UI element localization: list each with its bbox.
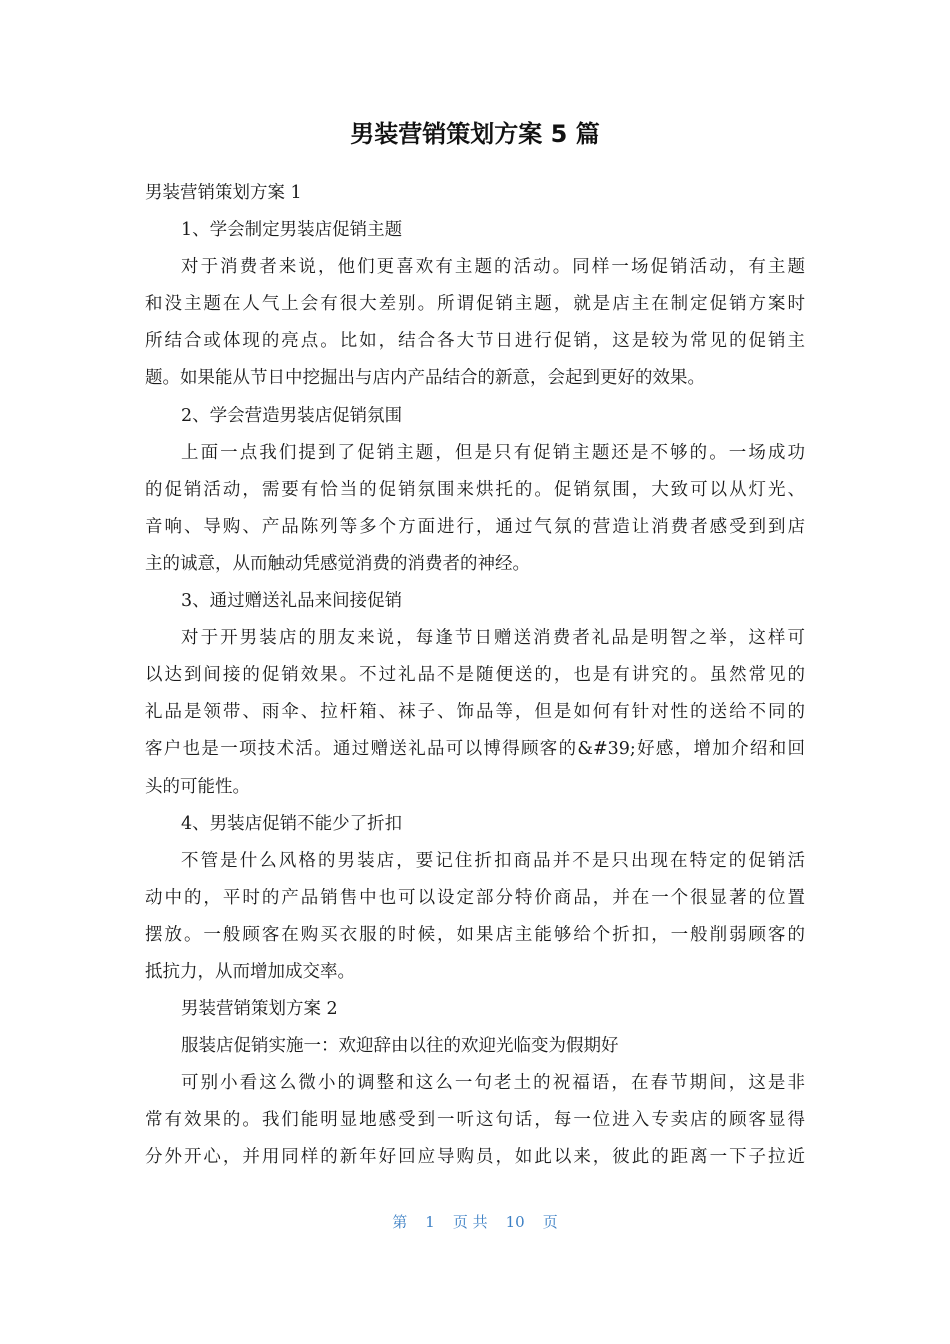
footer-middle: 页 共 <box>452 1213 488 1231</box>
document-title: 男装营销策划方案 5 篇 <box>350 120 600 148</box>
paragraph-line: 和没主题在人气上会有很大差别。所谓促销主题，就是店主在制定促销方案时 <box>145 294 805 315</box>
footer-total-pages: 10 <box>505 1213 525 1231</box>
paragraph-line: 题。如果能从节日中挖掘出与店内产品结合的新意，会起到更好的效果。 <box>145 368 705 389</box>
paragraph-line: 的促销活动，需要有恰当的促销氛围来烘托的。促销氛围，大致可以从灯光、 <box>145 479 805 500</box>
section-heading: 3、通过赠送礼品来间接促销 <box>181 591 403 612</box>
section-heading: 男装营销策划方案 1 <box>145 183 302 203</box>
footer-prefix: 第 <box>392 1213 408 1231</box>
paragraph-line: 分外开心，并用同样的新年好回应导购员，如此以来，彼此的距离一下子拉近 <box>145 1147 805 1168</box>
paragraph-line: 以达到间接的促销效果。不过礼品不是随便送的，也是有讲究的。虽然常见的 <box>145 665 805 686</box>
paragraph-line: 抵抗力，从而增加成交率。 <box>145 961 355 982</box>
section-heading: 4、男装店促销不能少了折扣 <box>181 813 403 834</box>
paragraph-line: 头的可能性。 <box>145 776 250 797</box>
paragraph-line: 所结合或体现的亮点。比如，结合各大节日进行促销，这是较为常见的促销主 <box>145 331 805 352</box>
section-heading: 服装店促销实施一：欢迎辞由以往的欢迎光临变为假期好 <box>181 1036 619 1057</box>
paragraph-line: 音响、导购、产品陈列等多个方面进行，通过气氛的营造让消费者感受到到店 <box>145 516 805 537</box>
paragraph-line: 礼品是领带、雨伞、拉杆箱、袜子、饰品等，但是如何有针对性的送给不同的 <box>145 702 805 723</box>
paragraph-line: 对于开男装店的朋友来说，每逢节日赠送消费者礼品是明智之举，这样可 <box>181 628 805 649</box>
footer-suffix: 页 <box>542 1213 558 1231</box>
paragraph-line: 可别小看这么微小的调整和这么一句老土的祝福语，在春节期间，这是非 <box>181 1073 805 1094</box>
paragraph-line: 主的诚意，从而触动凭感觉消费的消费者的神经。 <box>145 553 530 574</box>
paragraph-line: 摆放。一般顾客在购买衣服的时候，如果店主能够给个折扣，一般削弱顾客的 <box>145 924 805 945</box>
document-body <box>145 175 805 1177</box>
paragraph-line: 客户也是一项技术活。通过赠送礼品可以博得顾客的&#39;好感，增加介绍和回 <box>145 739 805 760</box>
section-heading: 1、学会制定男装店促销主题 <box>181 220 403 241</box>
paragraph-line: 不管是什么风格的男装店，要记住折扣商品并不是只出现在特定的促销活 <box>181 850 805 871</box>
paragraph-line: 常有效果的。我们能明显地感受到一听这句话，每一位进入专卖店的顾客显得 <box>145 1110 805 1131</box>
footer-current-page: 1 <box>425 1213 435 1231</box>
section-heading: 男装营销策划方案 2 <box>181 999 338 1020</box>
page-footer <box>0 1210 950 1234</box>
paragraph-line: 对于消费者来说，他们更喜欢有主题的活动。同样一场促销活动，有主题 <box>181 257 805 278</box>
section-heading: 2、学会营造男装店促销氛围 <box>181 405 403 426</box>
paragraph-line: 上面一点我们提到了促销主题，但是只有促销主题还是不够的。一场成功 <box>181 442 805 463</box>
paragraph-line: 动中的，平时的产品销售中也可以设定部分特价商品，并在一个很显著的位置 <box>145 887 805 908</box>
